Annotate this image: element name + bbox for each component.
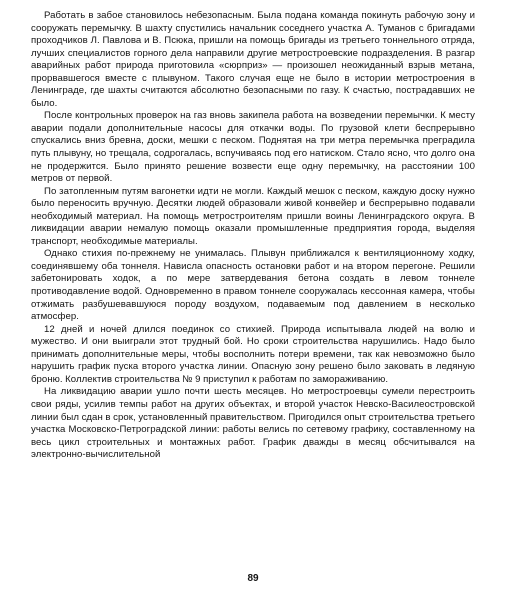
paragraph: По затопленным путям вагонетки идти не могли. Каждый мешок с песком, каждую доску нужно было переносить вручную. Десятки людей образовали живой конвейер и беспрерывно подавали необходимый материал. На помощь метростроителям пришли воины Ленинградского округа. В ликвидации аварии немалую помощь оказали промышленные предприятия города, выделяя транспорт, необходимые материалы. — [31, 185, 475, 247]
page-number: 89 — [247, 573, 259, 584]
paragraph: На ликвидацию аварии ушло почти шесть месяцев. Но метростроевцы сумели перестроить свои ряды, усилив темпы работ на других объектах, и второй участок Невско-Василеостровской линии был сдан в срок, установленный правительством. Пригодился опыт строительства третьего участка Московско-Петроградской линии: работы велись по сетевому графику, составленному на весь цикл строительных и монтажных работ. График дважды в месяц обсчитывался на электронно-вычислительной — [31, 386, 475, 461]
paragraph: После контрольных проверок на газ вновь закипела работа на возведении перемычки. К месту аварии подали дополнительные насосы для откачки воды. По грузовой клети беспрерывно спускались вниз бревна, доски, мешки с песком. Поднятая на три метра перемычка преградила путь плывуну, но трещала, содрогалась, вспучиваясь под его натиском. Стало ясно, что долго она не продержится. Было принято решение возвести еще одну перемычку, на расстоянии 100 метров от первой. — [31, 110, 475, 185]
paragraph: Работать в забое становилось небезопасным. Была подана команда покинуть рабочую зону и сооружать перемычку. В шахту спустились начальник соседнего участка А. Туманов с бригадами проходчиков Л. Павлова и В. Псюка, пришли на помощь бригады из третьего тоннельного отряда, лучших специалистов горного дела направили другие метростроевские подразделения. В разгар аварийных работ природа приготовила «сюрприз» — произошел неожиданный взрыв метана, прорвавшегося вместе с плывуном. Такого случая еще не было в истории метростроения в Ленинграде, где шахты считаются абсолютно безопасными по газу. К счастью, пострадавших не было. — [31, 10, 475, 109]
paragraph: 12 дней и ночей длился поединок со стихией. Природа испытывала людей на волю и мужество. И они выиграли этот трудный бой. Но сроки строительства нарушились. Надо было принимать дополнительные меры, чтобы восполнить потери времени, так как невозможно было нарушить график пуска второго участка линии. Опасную зону решено было заковать в ледяную броню. Коллектив строительства № 9 приступил к работам по замораживанию. — [31, 323, 475, 385]
paragraph: Однако стихия по-прежнему не унималась. Плывун приближался к вентиляционному ходку, соединявшему оба тоннеля. Нависла опасность остановки работ и на втором перегоне. Решили забетонировать ходок, а по мере затвердевания бетона создать в левом тоннеле противодавление водой. Одновременно в правом тоннеле сооружалась кессонная камера, чтобы отжимать разбушевавшуюся породу воздухом, подаваемым под давлением в несколько атмосфер. — [31, 248, 475, 323]
